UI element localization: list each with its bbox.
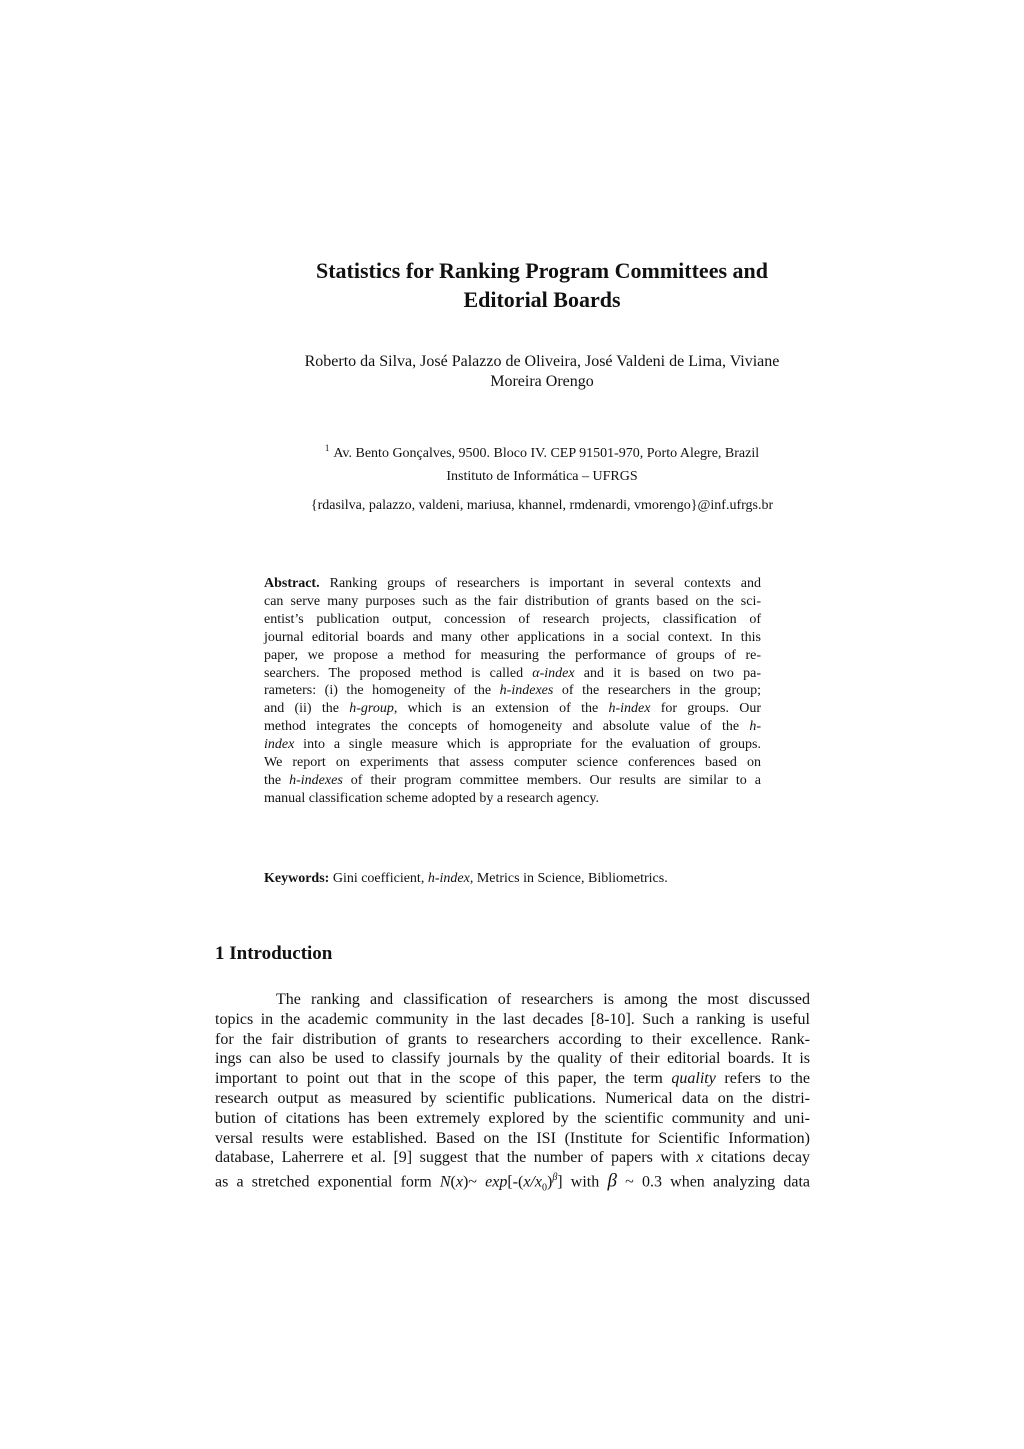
abstract-term: h-group	[349, 701, 394, 717]
abstract-text: and it is based on two pa-	[574, 665, 761, 681]
abstract-text: for groups. Our	[650, 701, 762, 717]
abstract-line: entist’s publication output, concession of research projects, classification of	[264, 611, 761, 627]
abstract-text: of the researchers in the group;	[553, 683, 761, 699]
abstract-line	[264, 665, 761, 683]
body-text: important to point out that in the scope of this paper, the term	[215, 1070, 672, 1088]
body-line: ings can also be used to classify journals by the quality of their editorial boards. It is	[215, 1050, 810, 1068]
abstract-line	[264, 772, 761, 790]
body-line: versal results were established. Based on the ISI (Institute for Scientific Information)	[215, 1129, 810, 1147]
abstract-term: h-indexes	[499, 683, 554, 699]
body-text: citations decay	[703, 1149, 810, 1167]
abstract-text: , which is an extension of the	[393, 701, 609, 717]
abstract-term: h-indexes	[289, 772, 343, 788]
keywords-text: Gini coefficient,	[332, 871, 428, 886]
formula-part: )	[546, 1173, 553, 1191]
body-text: refers to the	[715, 1070, 811, 1088]
abstract-text: method integrates the concepts of homogeneity and absolute value of the	[264, 719, 750, 735]
abstract-line	[264, 575, 761, 593]
body-text: ~ 0.3 when analyzing data	[616, 1173, 811, 1191]
abstract-line	[264, 682, 761, 700]
title-line-1: Statistics for Ranking Program Committees and	[316, 258, 768, 283]
abstract-line: We report on experiments that assess computer science conferences based on	[264, 755, 761, 771]
abstract-line	[264, 736, 761, 754]
address-text: Av. Bento Gonçalves, 9500. Bloco IV. CEP 91501-970, Porto Alegre, Brazil	[333, 446, 760, 461]
formula-part: x/x	[523, 1173, 542, 1191]
author-list	[200, 352, 884, 392]
abstract-line	[264, 718, 761, 736]
formula-part: ] with	[557, 1173, 608, 1191]
keywords	[264, 870, 761, 888]
formula-part: )~	[462, 1173, 486, 1191]
formula-part: [-(	[507, 1173, 524, 1191]
affiliation-emails: {rdasilva, palazzo, valdeni, mariusa, khannel, rmdenardi, vmorengo}@inf.ufrgs.br	[310, 498, 774, 513]
paper-title	[200, 256, 884, 314]
abstract-line: paper, we propose a method for measuring the performance of groups of re-	[264, 647, 761, 663]
abstract	[264, 575, 761, 808]
authors-line-2: Moreira Orengo	[490, 373, 594, 390]
abstract-term: h-index	[608, 701, 651, 717]
title-line-2: Editorial Boards	[463, 287, 621, 312]
abstract-text: rameters: (i) the homogeneity of the	[264, 683, 500, 699]
abstract-line	[264, 700, 761, 718]
abstract-term: index	[264, 737, 295, 753]
body-term: quality	[671, 1070, 716, 1088]
abstract-term: h-	[749, 719, 761, 735]
section-heading: 1 Introduction	[215, 943, 333, 964]
abstract-text: the	[264, 772, 290, 788]
formula-subscript: 0	[541, 1182, 547, 1194]
abstract-term: α-index	[532, 665, 575, 681]
affiliation-institute: Instituto de Informática – UFRGS	[446, 469, 638, 484]
formula-part: β	[607, 1170, 617, 1192]
body-text: database, Laherrere et al. [9] suggest that the number of papers with	[215, 1149, 697, 1167]
abstract-line: can serve many purposes such as the fair distribution of grants based on the sci-	[264, 593, 761, 609]
formula-part: exp	[485, 1173, 508, 1191]
keywords-label: Keywords:	[264, 871, 330, 886]
affiliation-address	[200, 439, 884, 463]
body-text: as a stretched exponential form	[215, 1173, 440, 1191]
body-line	[215, 1168, 810, 1198]
body-line: for the fair distribution of grants to researchers according to their excellence. Rank-	[215, 1030, 810, 1048]
abstract-text: and (ii) the	[264, 701, 350, 717]
keywords-term: h-index	[427, 871, 470, 886]
abstract-label: Abstract.	[264, 576, 320, 591]
abstract-text: searchers. The proposed method is called	[264, 665, 533, 681]
body-line: The ranking and classification of researchers is among the most discussed	[276, 991, 810, 1008]
body-line	[215, 1069, 810, 1089]
formula-part: x	[455, 1173, 463, 1191]
body-line: bution of citations has been extremely explored by the scientific community and uni-	[215, 1109, 810, 1127]
abstract-line: journal editorial boards and many other applications in a social context. In this	[264, 629, 761, 645]
formula-part: N	[439, 1173, 451, 1191]
formula-part: β	[552, 1172, 558, 1184]
body-line	[215, 1148, 810, 1168]
abstract-text: Ranking groups of researchers is important in several contexts and	[329, 576, 762, 591]
authors-line-1: Roberto da Silva, José Palazzo de Oliveira, José Valdeni de Lima, Viviane	[304, 353, 780, 370]
affiliation-marker: 1	[324, 443, 330, 453]
introduction-body	[215, 990, 810, 1198]
keywords-text: , Metrics in Science, Bibliometrics.	[469, 871, 668, 886]
formula-part: (	[450, 1173, 456, 1191]
abstract-text: of their program committee members. Our results are similar to a	[342, 772, 761, 788]
body-term: x	[696, 1149, 704, 1167]
abstract-line: manual classification scheme adopted by a research agency.	[264, 790, 599, 806]
body-line: topics in the academic community in the last decades [8-10]. Such a ranking is useful	[215, 1010, 810, 1028]
abstract-text: into a single measure which is appropriate for the evaluation of groups.	[294, 737, 761, 753]
body-line: research output as measured by scientific publications. Numerical data on the distri-	[215, 1089, 810, 1107]
